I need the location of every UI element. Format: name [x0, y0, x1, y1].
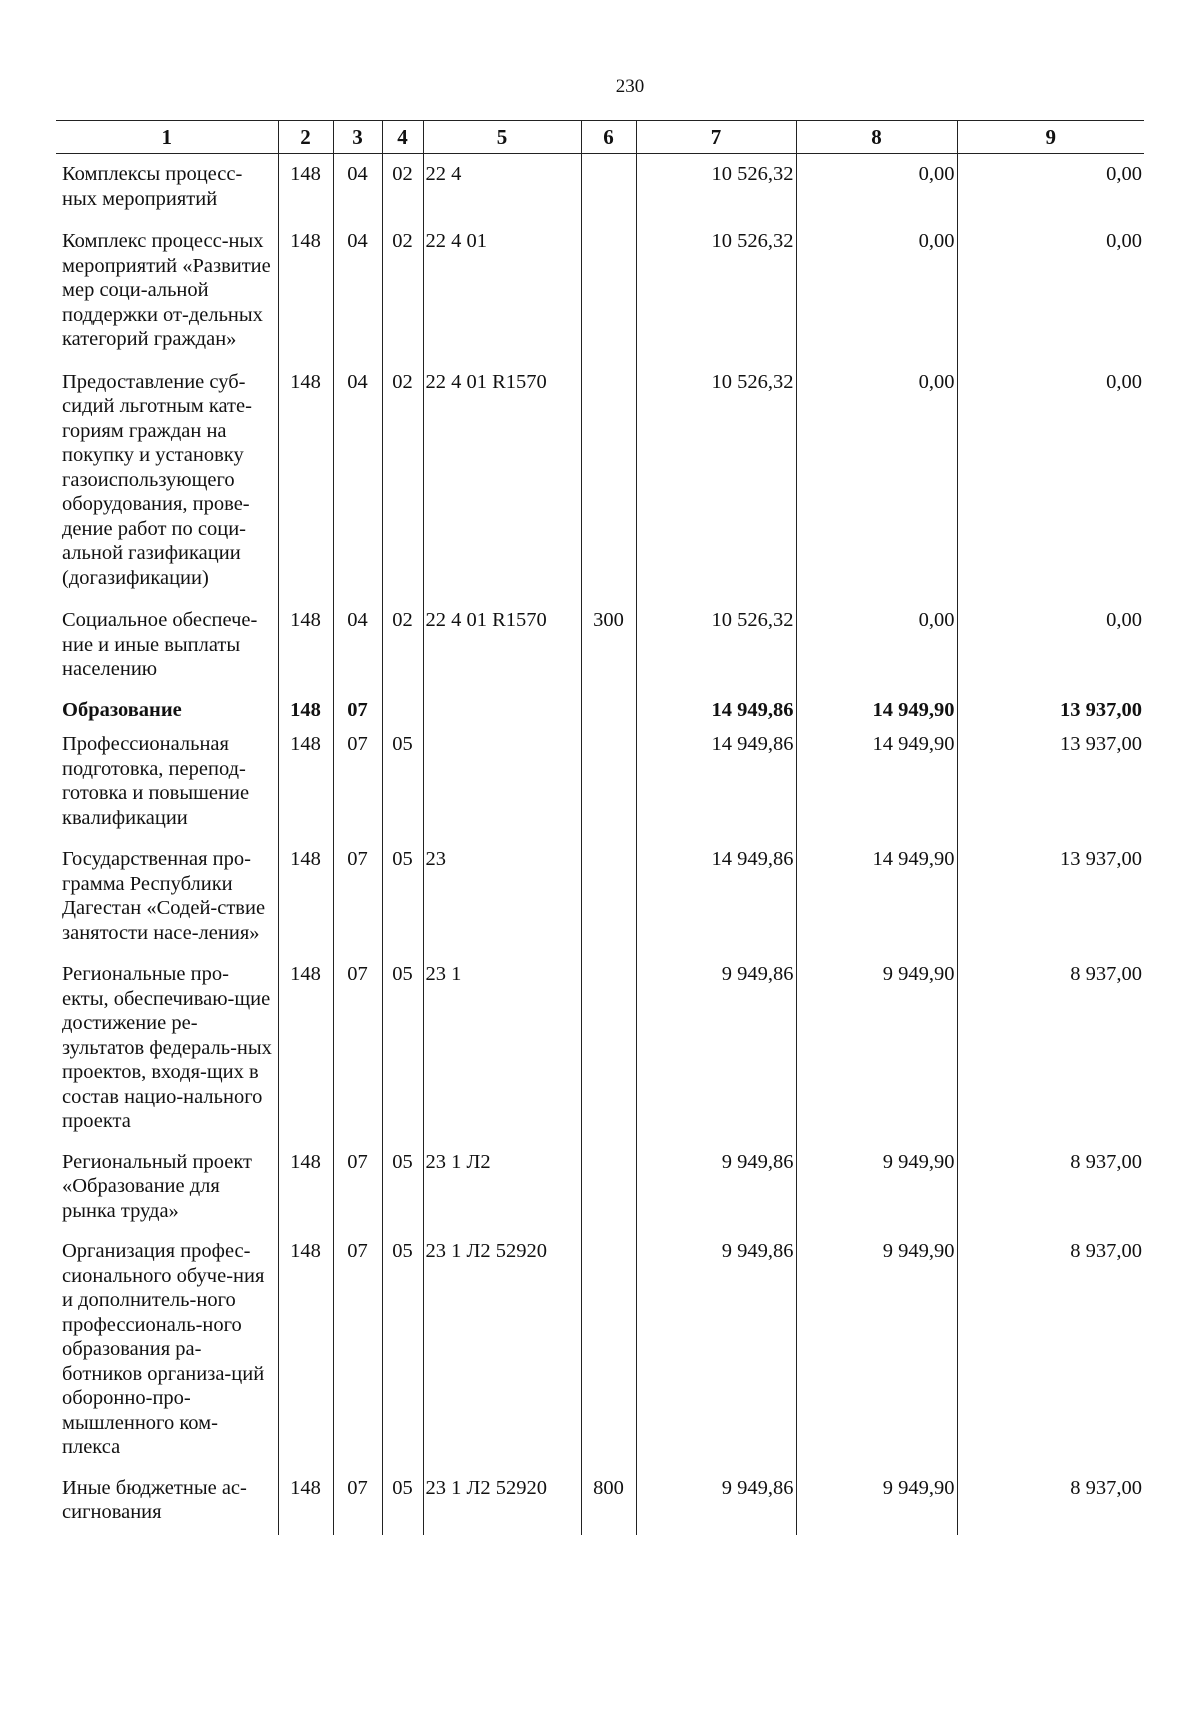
cell-expense-type: [581, 1239, 636, 1476]
cell-amount-col7: [636, 608, 796, 698]
cell-subsection-code: [382, 1476, 423, 1535]
cell-name-text: Социальное обеспече-ние и иные выплаты населению: [62, 609, 258, 680]
cell-amount-col8: [796, 732, 957, 847]
cell-target-article: [423, 1239, 581, 1476]
cell-amount-col8-text: 14 949,90: [872, 698, 955, 721]
cell-name: [56, 229, 278, 370]
cell-ministry-code: [278, 370, 333, 609]
cell-amount-col9: [957, 608, 1144, 698]
cell-target-article: [423, 370, 581, 609]
cell-amount-col7-text: 9 949,86: [721, 963, 794, 985]
cell-target-article: [423, 732, 581, 847]
page-number: 230: [615, 76, 645, 97]
cell-subsection-code: [382, 732, 423, 847]
cell-amount-col7: [636, 847, 796, 962]
cell-amount-col7-text: 14 949,86: [711, 698, 794, 721]
cell-amount-col7: [636, 154, 796, 230]
cell-amount-col9: [957, 698, 1144, 733]
cell-amount-col8: [796, 1476, 957, 1535]
cell-amount-col8: [796, 1150, 957, 1240]
cell-amount-col9-text: 0,00: [1106, 163, 1142, 185]
cell-target-article-text: 22 4: [425, 163, 462, 185]
cell-amount-col8: [796, 229, 957, 370]
cell-amount-col8-text: 9 949,90: [882, 1150, 955, 1173]
cell-expense-type: [581, 732, 636, 847]
cell-target-article-text: 23: [425, 848, 446, 870]
cell-name: [56, 1150, 278, 1240]
cell-ministry-code-text: 148: [290, 848, 321, 870]
cell-amount-col9-text: 13 937,00: [1060, 698, 1142, 721]
cell-amount-col9-text: 0,00: [1106, 230, 1142, 252]
budget-table: [56, 120, 1144, 1535]
cell-ministry-code-text: 148: [290, 1476, 321, 1499]
cell-target-article-text: 22 4 01 R1570: [425, 609, 547, 631]
column-header: 5: [423, 121, 581, 154]
cell-section-code-text: 07: [347, 733, 368, 755]
cell-subsection-code-text: 02: [392, 163, 413, 185]
cell-section-code: [333, 732, 382, 847]
cell-section-code-text: 07: [347, 1476, 368, 1499]
cell-subsection-code-text: 05: [392, 1150, 413, 1173]
cell-amount-col9-text: 8 937,00: [1070, 1240, 1142, 1262]
cell-amount-col8-text: 0,00: [918, 609, 955, 631]
cell-expense-type: [581, 1476, 636, 1535]
cell-ministry-code: [278, 847, 333, 962]
cell-amount-col9: [957, 1476, 1144, 1535]
cell-subsection-code-text: 05: [392, 963, 413, 985]
cell-subsection-code: [382, 1150, 423, 1240]
cell-amount-col7: [636, 370, 796, 609]
cell-amount-col7: [636, 1239, 796, 1476]
cell-name-text: Государственная про-грамма Республики Дагестан «Содей-ствие занятости насе-ления»: [62, 848, 266, 944]
cell-amount-col7: [636, 962, 796, 1150]
cell-name-text: Профессиональная подготовка, перепод-готовка и повышение квалификации: [62, 733, 250, 829]
cell-amount-col9-text: 0,00: [1106, 370, 1142, 393]
column-header: 6: [581, 121, 636, 154]
cell-target-article-text: 22 4 01 R1570: [425, 370, 547, 393]
cell-name-text: Предоставление суб-сидий льготным кате-гориям граждан на покупку и установку газоиспользующего оборудования, прове-дение работ по соци-альной газификации (догазификации): [62, 370, 252, 589]
table-row: [56, 1150, 1144, 1240]
cell-ministry-code: [278, 962, 333, 1150]
cell-ministry-code: [278, 1239, 333, 1476]
cell-amount-col9-text: 8 937,00: [1070, 1150, 1142, 1173]
cell-amount-col8-text: 14 949,90: [872, 848, 955, 870]
cell-ministry-code-text: 148: [290, 733, 321, 755]
cell-section-code-text: 07: [347, 698, 368, 721]
cell-expense-type: [581, 154, 636, 230]
cell-target-article: [423, 698, 581, 733]
cell-ministry-code: [278, 608, 333, 698]
cell-name: [56, 370, 278, 609]
cell-ministry-code: [278, 1476, 333, 1535]
table-header-row: [56, 121, 1144, 154]
cell-name-text: Комплекс процесс-ных мероприятий «Развитие мер соци-альной поддержки от-дельных категорий граждан»: [62, 230, 271, 350]
cell-amount-col7-text: 10 526,32: [711, 163, 794, 185]
cell-section-code: [333, 1239, 382, 1476]
cell-target-article-text: 23 1: [425, 963, 462, 985]
column-header: 9: [957, 121, 1144, 154]
table-row: [56, 154, 1144, 230]
cell-amount-col9-text: 13 937,00: [1060, 848, 1142, 870]
cell-section-code: [333, 1150, 382, 1240]
cell-subsection-code-text: 05: [392, 1240, 413, 1262]
column-header: 7: [636, 121, 796, 154]
cell-amount-col9: [957, 370, 1144, 609]
cell-name-text: Иные бюджетные ас-сигнования: [62, 1476, 247, 1523]
cell-amount-col8-text: 14 949,90: [872, 733, 955, 755]
cell-name: [56, 847, 278, 962]
cell-amount-col8-text: 0,00: [918, 230, 955, 252]
cell-target-article: [423, 847, 581, 962]
cell-amount-col9: [957, 847, 1144, 962]
cell-amount-col7-text: 14 949,86: [711, 733, 794, 755]
cell-amount-col9: [957, 229, 1144, 370]
cell-amount-col8-text: 0,00: [918, 370, 955, 393]
cell-subsection-code: [382, 1239, 423, 1476]
cell-target-article-text: 23 1 Л2 52920: [425, 1476, 548, 1499]
cell-expense-type-text: 300: [593, 609, 624, 631]
table-row: [56, 732, 1144, 847]
table-row: [56, 1239, 1144, 1476]
cell-name: [56, 1239, 278, 1476]
cell-section-code-text: 04: [347, 230, 368, 252]
cell-ministry-code-text: 148: [290, 163, 321, 185]
cell-section-code-text: 07: [347, 848, 368, 870]
cell-amount-col8: [796, 370, 957, 609]
cell-section-code: [333, 698, 382, 733]
cell-name: [56, 698, 278, 733]
cell-section-code-text: 07: [347, 1150, 368, 1173]
cell-amount-col7-text: 9 949,86: [721, 1476, 794, 1499]
cell-subsection-code-text: 05: [392, 848, 413, 870]
cell-subsection-code-text: 02: [392, 370, 413, 393]
cell-expense-type-text: 800: [593, 1476, 624, 1499]
cell-amount-col7-text: 10 526,32: [711, 609, 794, 631]
cell-subsection-code: [382, 370, 423, 609]
cell-ministry-code-text: 148: [290, 963, 321, 985]
cell-amount-col7: [636, 1476, 796, 1535]
cell-ministry-code-text: 148: [290, 1240, 321, 1262]
cell-ministry-code-text: 148: [290, 230, 321, 252]
cell-amount-col8: [796, 154, 957, 230]
cell-target-article: [423, 962, 581, 1150]
cell-target-article: [423, 154, 581, 230]
cell-subsection-code: [382, 229, 423, 370]
cell-ministry-code-text: 148: [290, 609, 321, 631]
cell-section-code-text: 04: [347, 370, 368, 393]
cell-name: [56, 732, 278, 847]
cell-amount-col7: [636, 732, 796, 847]
cell-section-code: [333, 229, 382, 370]
column-header: 2: [278, 121, 333, 154]
cell-ministry-code: [278, 698, 333, 733]
cell-expense-type: [581, 1150, 636, 1240]
cell-amount-col8: [796, 847, 957, 962]
cell-amount-col9-text: 8 937,00: [1070, 963, 1142, 985]
cell-ministry-code: [278, 732, 333, 847]
cell-section-code: [333, 370, 382, 609]
cell-subsection-code: [382, 847, 423, 962]
cell-subsection-code: [382, 698, 423, 733]
cell-expense-type: [581, 698, 636, 733]
cell-section-code: [333, 847, 382, 962]
cell-name: [56, 1476, 278, 1535]
cell-ministry-code: [278, 1150, 333, 1240]
cell-target-article: [423, 1476, 581, 1535]
cell-amount-col7-text: 10 526,32: [711, 230, 794, 252]
cell-amount-col9-text: 8 937,00: [1070, 1476, 1142, 1499]
table-row: [56, 698, 1144, 733]
cell-subsection-code: [382, 154, 423, 230]
cell-amount-col7-text: 9 949,86: [721, 1240, 794, 1262]
cell-target-article: [423, 229, 581, 370]
cell-amount-col9: [957, 154, 1144, 230]
cell-name: [56, 962, 278, 1150]
column-header: 1: [56, 121, 278, 154]
cell-amount-col8: [796, 698, 957, 733]
column-header: 3: [333, 121, 382, 154]
cell-ministry-code: [278, 154, 333, 230]
cell-target-article-text: 23 1 Л2: [425, 1150, 491, 1173]
cell-amount-col9-text: 0,00: [1106, 609, 1142, 631]
cell-subsection-code-text: 05: [392, 1476, 413, 1499]
cell-ministry-code-text: 148: [290, 1150, 321, 1173]
cell-amount-col7-text: 14 949,86: [711, 848, 794, 870]
cell-target-article: [423, 1150, 581, 1240]
cell-subsection-code-text: 02: [392, 609, 413, 631]
cell-amount-col7: [636, 229, 796, 370]
cell-name: [56, 608, 278, 698]
cell-amount-col8: [796, 608, 957, 698]
cell-amount-col8: [796, 1239, 957, 1476]
cell-target-article-text: 23 1 Л2 52920: [425, 1240, 548, 1262]
cell-section-code-text: 07: [347, 963, 368, 985]
cell-amount-col9: [957, 1239, 1144, 1476]
cell-amount-col7: [636, 698, 796, 733]
cell-amount-col9: [957, 1150, 1144, 1240]
cell-ministry-code-text: 148: [290, 698, 321, 721]
cell-amount-col9: [957, 962, 1144, 1150]
cell-expense-type: [581, 962, 636, 1150]
table-row: [56, 229, 1144, 370]
cell-expense-type: [581, 370, 636, 609]
cell-target-article-text: 22 4 01: [425, 230, 487, 252]
cell-section-code: [333, 962, 382, 1150]
cell-section-code: [333, 608, 382, 698]
cell-section-code-text: 07: [347, 1240, 368, 1262]
cell-subsection-code-text: 05: [392, 733, 413, 755]
cell-expense-type: [581, 229, 636, 370]
cell-subsection-code: [382, 962, 423, 1150]
cell-amount-col8: [796, 962, 957, 1150]
cell-subsection-code-text: 02: [392, 230, 413, 252]
column-header: 4: [382, 121, 423, 154]
cell-name-text: Образование: [62, 698, 182, 721]
cell-section-code-text: 04: [347, 609, 368, 631]
table-row: [56, 847, 1144, 962]
cell-amount-col7-text: 10 526,32: [711, 370, 794, 393]
cell-expense-type: [581, 847, 636, 962]
cell-subsection-code: [382, 608, 423, 698]
table-row: [56, 962, 1144, 1150]
cell-amount-col9-text: 13 937,00: [1060, 733, 1142, 755]
cell-section-code-text: 04: [347, 163, 368, 185]
cell-target-article: [423, 608, 581, 698]
cell-ministry-code-text: 148: [290, 370, 321, 393]
table-row: [56, 370, 1144, 609]
cell-name-text: Региональные про-екты, обеспечиваю-щие достижение ре-зультатов федераль-ных проектов, входя-щих в состав нацио-нального проекта: [62, 963, 272, 1132]
cell-amount-col8-text: 9 949,90: [882, 963, 955, 985]
cell-name-text: Комплексы процесс-ных мероприятий: [62, 163, 243, 210]
table-body: [56, 154, 1144, 1535]
cell-name-text: Региональный проект «Образование для рынка труда»: [62, 1150, 252, 1222]
cell-amount-col8-text: 0,00: [918, 163, 955, 185]
cell-amount-col8-text: 9 949,90: [882, 1240, 955, 1262]
column-header: 8: [796, 121, 957, 154]
cell-expense-type: [581, 608, 636, 698]
cell-section-code: [333, 1476, 382, 1535]
cell-name-text: Организация профес-сионального обуче-ния и дополнитель-ного профессиональ-ного образования ра-ботников организа-ций оборонно-про-мышленного ком-плекса: [62, 1240, 265, 1458]
cell-amount-col9: [957, 732, 1144, 847]
cell-section-code: [333, 154, 382, 230]
cell-ministry-code: [278, 229, 333, 370]
table-row: [56, 608, 1144, 698]
table-row: [56, 1476, 1144, 1535]
cell-amount-col7-text: 9 949,86: [721, 1150, 794, 1173]
cell-amount-col8-text: 9 949,90: [882, 1476, 955, 1499]
cell-amount-col7: [636, 1150, 796, 1240]
cell-name: [56, 154, 278, 230]
